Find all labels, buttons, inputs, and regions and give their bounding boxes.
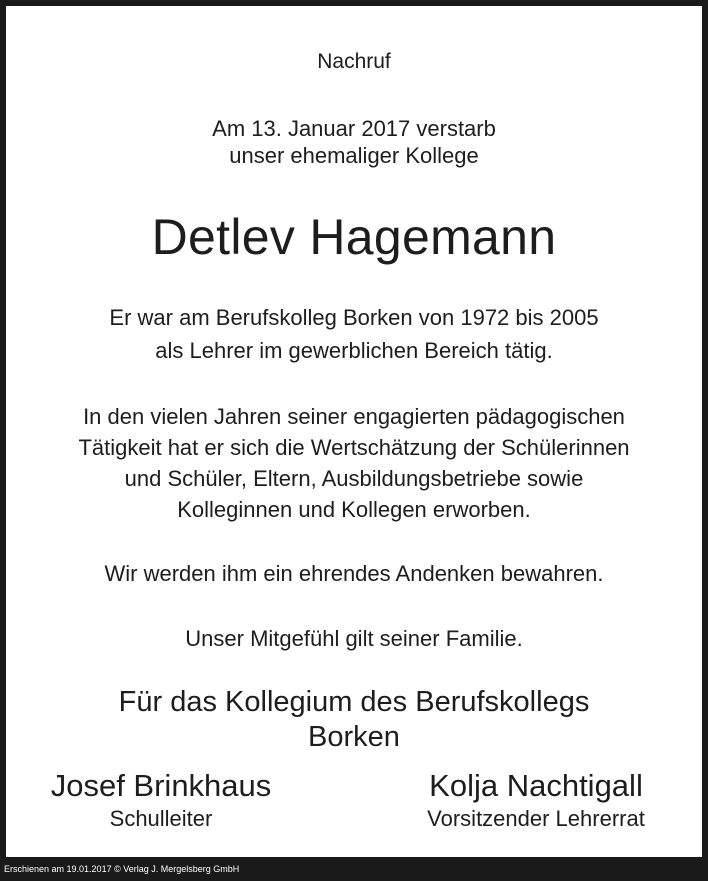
organization-line-1: Für das Kollegium des Berufskollegs: [118, 686, 590, 718]
sympathy-text: Unser Mitgefühl gilt seiner Familie.: [185, 626, 523, 651]
career-line-2: als Lehrer im gewerblichen Bereich tätig.: [155, 338, 553, 363]
organization-line-2: Borken: [308, 721, 400, 753]
signatory-name-council: Kolja Nachtigall: [429, 768, 643, 803]
intro-line-2: unser ehemaliger Kollege: [229, 143, 479, 168]
signatory-title-principal: Schulleiter: [109, 806, 213, 831]
deceased-name: Detlev Hagemann: [151, 209, 557, 265]
obituary-notice: [6, 6, 702, 857]
notice-heading: Nachruf: [317, 50, 391, 73]
signatory-name-principal: Josef Brinkhaus: [50, 768, 272, 803]
tribute-line-2: Tätigkeit hat er sich die Wertschätzung der Schülerinnen: [78, 435, 630, 460]
signatory-title-council: Vorsitzender Lehrerrat: [427, 806, 645, 831]
tribute-line-4: Kolleginnen und Kollegen erworben.: [177, 497, 531, 522]
remembrance-text: Wir werden ihm ein ehrendes Andenken bewahren.: [104, 561, 604, 586]
intro-line-1: Am 13. Januar 2017 verstarb: [212, 116, 496, 141]
career-line-1: Er war am Berufskolleg Borken von 1972 bis 2005: [109, 305, 599, 330]
tribute-line-3: und Schüler, Eltern, Ausbildungsbetriebe sowie: [124, 466, 584, 491]
publication-footer: Erschienen am 19.01.2017 © Verlag J. Mergelsberg GmbH: [4, 864, 240, 874]
tribute-line-1: In den vielen Jahren seiner engagierten pädagogischen: [83, 404, 625, 429]
